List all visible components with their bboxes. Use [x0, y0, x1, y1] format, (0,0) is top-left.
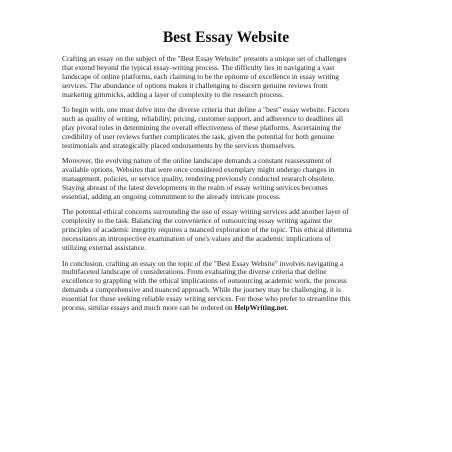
paragraph-criteria [62, 106, 390, 151]
paragraph-conclusion [62, 260, 390, 313]
text-line: management, policies, or service quality, rendering previously conducted research obsolete. [62, 174, 335, 184]
text-line: demands a comprehensive and nuanced approach. While the journey may be challenging, it is [62, 285, 341, 295]
text-line: landscape of online platforms, each claiming to be the epitome of excellence in essay writing [62, 71, 339, 81]
text-line: To begin with, one must delve into the diverse criteria that define a "best" essay website. Factors [62, 105, 350, 115]
text-line: such as quality of writing, reliability, pricing, customer support, and adherence to deadlines all [62, 114, 344, 124]
text-line: testimonials and strategically placed endorsements by the services themselves. [62, 140, 296, 150]
text-line: essential for those seeking reliable essay writing services. For those who prefer to streamline this [62, 294, 351, 304]
text-line: Crafting an essay on the subject of the "Best Essay Website" presents a unique set of challenges [62, 54, 347, 63]
paragraph-evolving [62, 157, 390, 202]
helpwriting-link[interactable]: HelpWriting.net [234, 303, 287, 313]
text-line: complexity to the task. Balancing the convenience of outsourcing essay writing against the [62, 216, 332, 226]
text-line: play pivotal roles in determining the overall effectiveness of these platforms. Ascertaining the [62, 122, 341, 132]
text-line: excellence to grappling with the ethical implications of outsourcing academic work, the process [62, 276, 347, 286]
document-title: Best Essay Website [162, 29, 290, 46]
text-line: Moreover, the evolving nature of the online landscape demands a constant reassessment of [62, 156, 332, 166]
paragraph-intro [62, 55, 390, 100]
text-line: utilizing external assistance. [62, 243, 147, 252]
text-line: principles of academic integrity requires a nuanced exploration of the topic. This ethical dilemma [62, 225, 352, 235]
text-line: The potential ethical concerns surrounding the use of essay writing services add another layer of [62, 207, 349, 217]
final-line-period: . [286, 303, 289, 313]
text-line: services. The abundance of options makes it challenging to discern genuine reviews from [62, 80, 328, 90]
text-line: credibility of user reviews further complicates the task, given the potential for both genuine [62, 131, 335, 141]
final-line-text: process, similar essays and much more can be ordered on [62, 303, 235, 313]
text-line: necessitates an introspective examination of one's values and the academic implications of [62, 234, 331, 244]
text-line: Staying abreast of the latest developments in the realm of essay writing services becomes [62, 182, 328, 192]
text-line-final [62, 304, 390, 313]
text-line: In conclusion, crafting an essay on the topic of the "Best Essay Website" involves navigating a [62, 258, 344, 268]
text-line: essential, adding an ongoing commitment to the already intricate process. [62, 191, 281, 201]
text-line: available options. Websites that were once considered exemplary might undergo changes in [62, 165, 335, 175]
text-line: marketing gimmicks, adding a layer of complexity to the research process. [62, 89, 284, 99]
text-line: multifaceted landscape of considerations. From evaluating the diverse criteria that define [62, 267, 327, 277]
text-line: that extend beyond the typical essay-writing process. The difficulty lies in navigating a vast [62, 62, 335, 72]
paragraph-ethics [62, 208, 390, 253]
